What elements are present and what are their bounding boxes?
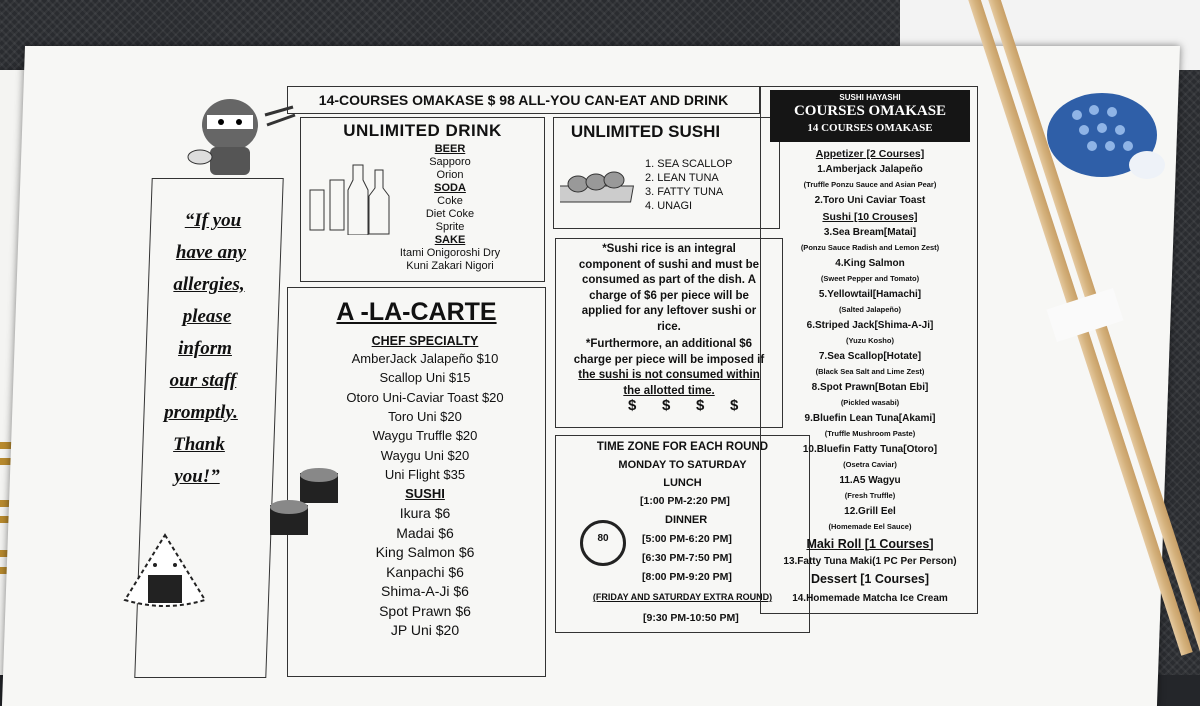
drink-item: Kuni Zakari Nigori [406,260,494,272]
dollar-sign: $ [628,397,637,414]
allergy-line: our staff [169,370,237,391]
chef-specialty-item: Waygu Truffle $20 [372,428,478,444]
lunch-time: [1:00 PM-2:20 PM] [640,495,730,507]
dinner-label: DINNER [665,514,708,526]
omakase-line: 7.Sea Scallop[Hotate] [818,350,922,362]
omakase-line: (Black Sea Salt and Lime Zest) [815,367,925,376]
omakase-line: Sushi [10 Crouses] [822,211,918,223]
drink-section-label: SODA [434,182,466,194]
omakase-line: (Pickled wasabi) [840,398,900,407]
omakase-line: Appetizer [2 Courses] [815,148,925,160]
omakase-line: (Truffle Ponzu Sauce and Asian Pear) [803,180,937,189]
omakase-line: (Truffle Mushroom Paste) [824,429,916,438]
a-la-carte-sushi-item: King Salmon $6 [375,544,475,561]
a-la-carte-sushi-item: Spot Prawn $6 [379,602,471,619]
ninja-mascot-illustration [185,85,305,180]
sushi-platter-illustration [560,160,640,208]
unlimited-sushi-item: 3. FATTY TUNA [645,186,724,198]
rice-note-line: the allotted time. [623,384,715,397]
allergy-line: Thank [173,434,225,455]
drink-item: Sapporo [429,156,471,168]
time-days: MONDAY TO SATURDAY [618,459,747,471]
dollar-sign: $ [662,397,671,414]
rice-note-line: *Furthermore, an additional $6 [585,338,753,350]
chef-specialty-label: CHEF SPECIALTY [371,334,479,348]
omakase-line: 14.Homemade Matcha Ice Cream [792,593,948,604]
omakase-line: 1.Amberjack Jalapeño [817,163,923,175]
allergy-line: allergies, [173,274,245,295]
sushi-roll-illustration [265,465,345,545]
omakase-line: 9.Bluefin Lean Tuna[Akami] [804,412,936,424]
rice-note-line: applied for any leftover sushi or [581,305,757,317]
drink-item: Coke [437,195,463,207]
lunch-label: LUNCH [663,477,702,489]
allergy-line: “If you [184,210,242,231]
omakase-line: (Fresh Truffle) [844,491,896,500]
logo-small: SUSHI HAYASHI [839,93,901,102]
unlimited-sushi-item: 2. LEAN TUNA [645,172,719,184]
unlimited-sushi-item: 1. SEA SCALLOP [645,158,733,170]
rice-note-line: *Sushi rice is an integral [602,243,736,255]
chef-specialty-item: Scallop Uni $15 [379,370,471,386]
omakase-line: (Yuzu Kosho) [846,336,894,345]
drink-item: Sprite [435,221,465,233]
omakase-line: (Osetra Caviar) [843,460,897,469]
chef-specialty-item: Toro Uni $20 [388,408,462,424]
omakase-line: 6.Striped Jack[Shima-A-Ji] [806,319,934,331]
a-la-carte-title: A -LA-CARTE [336,298,497,326]
omakase-line: 11.A5 Wagyu [839,474,901,486]
header-title: 14-COURSES OMAKASE $ 98 ALL-YOU CAN-EAT AND DRINK [318,92,729,108]
time-zone-title: TIME ZONE FOR EACH ROUND [596,441,769,453]
rice-note-line: the sushi is not consumed within [578,369,760,381]
allergy-line: please [182,306,232,327]
omakase-line: 4.King Salmon [835,257,905,269]
sushi-label: SUSHI [405,486,445,502]
extra-round-label: (FRIDAY AND SATURDAY EXTRA ROUND) [592,592,773,602]
allergy-line: you!” [174,466,220,487]
timer-value: 80 [597,533,609,544]
rice-note-line: rice. [657,320,681,333]
omakase-line: (Sweet Pepper and Tomato) [820,274,920,283]
a-la-carte-sushi-item: Ikura $6 [399,505,451,522]
omakase-line: 13.Fatty Tuna Maki(1 PC Per Person) [783,555,957,567]
chef-specialty-item: Waygu Uni $20 [380,447,470,463]
logo-sub: 14 COURSES OMAKASE [807,122,933,134]
dollar-sign: $ [696,397,705,414]
unlimited-sushi-item: 4. UNAGI [645,200,693,212]
drink-item: Diet Coke [425,208,475,220]
chef-specialty-item: Uni Flight $35 [384,466,466,482]
omakase-line: 5.Yellowtail[Hamachi] [818,288,922,300]
dinner-time: [8:00 PM-9:20 PM] [642,571,732,583]
chef-specialty-item: AmberJack Jalapeño $10 [351,351,499,366]
drink-section-label: BEER [434,143,466,155]
rice-note-line: consumed as part of the dish. A [581,274,757,286]
allergy-line: inform [178,338,232,359]
dinner-time: [6:30 PM-7:50 PM] [642,552,732,564]
a-la-carte-sushi-item: Kanpachi $6 [386,563,464,580]
drink-item: Orion [436,169,464,181]
rice-note-line: component of sushi and must be [578,258,760,271]
a-la-carte-sushi-item: Madai $6 [396,524,454,541]
omakase-line: 8.Spot Prawn[Botan Ebi] [811,381,929,393]
omakase-line: 2.Toro Uni Caviar Toast [814,194,926,206]
omakase-line: (Homemade Eel Sauce) [828,522,912,531]
extra-round-time: [9:30 PM-10:50 PM] [643,612,739,624]
omakase-line: (Salted Jalapeño) [838,305,902,314]
chef-specialty-item: Otoro Uni-Caviar Toast $20 [346,389,504,405]
omakase-line: Maki Roll [1 Courses] [806,536,934,551]
drink-section-label: SAKE [434,234,466,246]
a-la-carte-sushi-item: Shima-A-Ji $6 [381,583,469,600]
a-la-carte-sushi-item: JP Uni $20 [390,622,460,639]
unlimited-sushi-title: UNLIMITED SUSHI [570,122,721,141]
omakase-logo [770,90,970,142]
logo-big: COURSES OMAKASE [793,103,947,119]
omakase-line: (Ponzu Sauce Radish and Lemon Zest) [800,243,940,252]
dollar-sign: $ [730,397,739,414]
omakase-line: Dessert [1 Courses] [810,572,930,586]
drink-item: Itami Onigoroshi Dry [399,247,501,259]
omakase-line: 12.Grill Eel [844,505,896,517]
dinner-time: [5:00 PM-6:20 PM] [642,533,732,545]
allergy-line: have any [175,242,247,263]
drink-title: UNLIMITED DRINK [343,121,502,140]
rice-note-line: charge per piece will be imposed if [573,353,765,366]
onigiri-illustration [120,530,210,610]
omakase-line: 3.Sea Bream[Matai] [823,226,917,238]
rice-note-line: charge of $6 per piece will be [589,289,749,302]
omakase-line: 10.Bluefin Fatty Tuna[Otoro] [802,443,938,455]
allergy-line: promptly. [164,402,238,423]
